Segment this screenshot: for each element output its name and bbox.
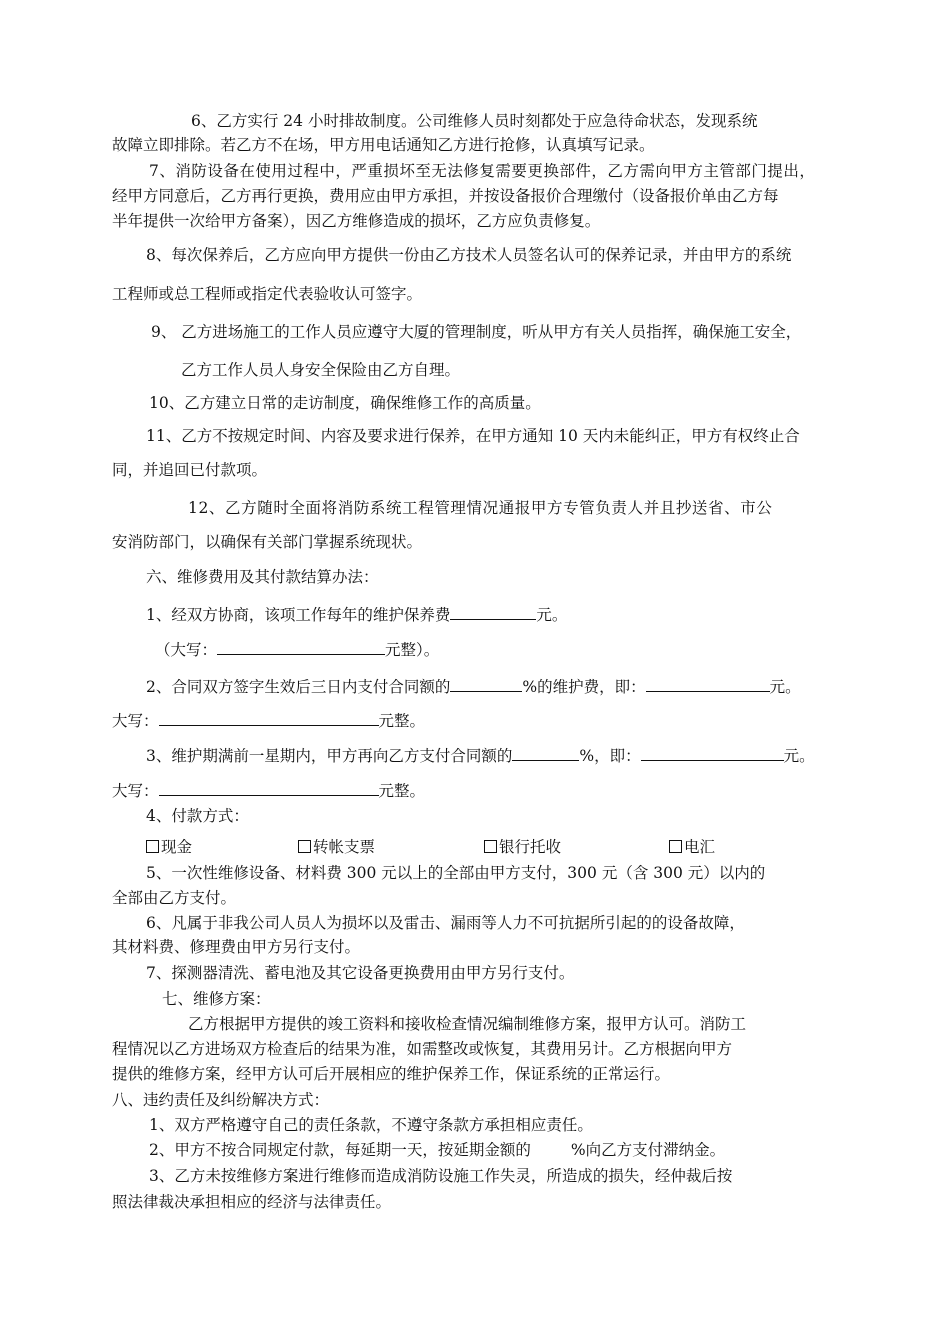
clause-11-line1: 11、乙方不按规定时间、内容及要求进行保养，在甲方通知 10 天内未能纠正，甲方有权终止合 <box>146 427 800 445</box>
blank-amount-3-uppercase[interactable] <box>159 781 379 796</box>
payment-option-cash[interactable]: 现金 <box>146 840 192 856</box>
breach-item-1: 1、双方严格遵守自己的责任条款，不遵守条款方承担相应责任。 <box>149 1116 593 1134</box>
section-7-line2: 程情况以乙方进场双方检查后的结果为准，如需整改或恢复，其费用另计。乙方根据向甲方 <box>112 1040 733 1058</box>
payment-option-bank-collection[interactable]: 银行托收 <box>484 840 561 856</box>
clause-7-line1: 7、消防设备在使用过程中，严重损坏至无法修复需要更换部件，乙方需向甲方主管部门提出， <box>149 162 816 180</box>
blank-amount-2[interactable] <box>646 677 770 692</box>
clause-8-line1: 8、每次保养后，乙方应向甲方提供一份由乙方技术人员签名认可的保养记录，并由甲方的系统 <box>146 246 792 264</box>
blank-percent-3[interactable] <box>512 746 579 761</box>
payment-option-wire[interactable]: 电汇 <box>669 840 715 856</box>
clause-7-line3: 半年提供一次给甲方备案），因乙方维修造成的损坏，乙方应负责修复。 <box>112 212 601 230</box>
fee-item-1-uppercase: （大写： 元整）。 <box>155 641 440 659</box>
clause-9-line2: 乙方工作人员人身安全保险由乙方自理。 <box>181 361 461 379</box>
fee-item-3: 3、维护期满前一星期内，甲方再向乙方支付合同额的 %，即： 元。 <box>146 747 815 765</box>
fee-item-4: 4、付款方式： <box>146 807 249 825</box>
fee-item-3-uppercase: 大写： 元整。 <box>112 782 426 800</box>
breach-item-2: 2、甲方不按合同规定付款，每延期一天，按延期金额的 %向乙方支付滞纳金。 <box>149 1141 726 1159</box>
fee-item-5-line1: 5、一次性维修设备、材料费 300 元以上的全部由甲方支付，300 元（含 300 元）以内的 <box>146 864 766 882</box>
fee-item-6-line2: 其材料费、修理费由甲方另行支付。 <box>112 938 361 956</box>
checkbox-transfer-check[interactable] <box>298 840 311 853</box>
fee-item-6-line1: 6、凡属于非我公司人员人为损坏以及雷击、漏雨等人力不可抗据所引起的的设备故障， <box>146 914 745 932</box>
blank-amount-3[interactable] <box>641 746 784 761</box>
payment-option-transfer-check[interactable]: 转帐支票 <box>298 840 375 856</box>
clause-11-line2: 同，并追回已付款项。 <box>112 461 268 479</box>
clause-7-line2: 经甲方同意后，乙方再行更换，费用应由甲方承担，并按设备报价合理缴付（设备报价单由乙方每 <box>112 187 779 205</box>
clause-6-line2: 故障立即排除。若乙方不在场，甲方用电话通知乙方进行抢修，认真填写记录。 <box>112 136 655 154</box>
blank-annual-fee-uppercase[interactable] <box>217 640 385 655</box>
breach-item-3-line1: 3、乙方未按维修方案进行维修而造成消防设施工作失灵，所造成的损失，经仲裁后按 <box>149 1167 733 1185</box>
checkbox-cash[interactable] <box>146 840 159 853</box>
clause-10: 10、乙方建立日常的走访制度，确保维修工作的高质量。 <box>149 394 541 412</box>
section-7-heading: 七、维修方案： <box>162 990 271 1008</box>
checkbox-wire[interactable] <box>669 840 682 853</box>
fee-item-2-uppercase: 大写： 元整。 <box>112 712 426 730</box>
clause-6-line1: 6、乙方实行 24 小时排故制度。公司维修人员时刻都处于应急待命状态，发现系统 <box>191 112 758 130</box>
clause-9-line1: 9、 乙方进场施工的工作人员应遵守大厦的管理制度，听从甲方有关人员指挥，确保施工安全， <box>151 323 802 341</box>
fee-item-2: 2、合同双方签字生效后三日内支付合同额的 %的维护费，即： 元。 <box>146 678 801 696</box>
blank-annual-fee[interactable] <box>450 605 536 620</box>
clause-12-line2: 安消防部门，以确保有关部门掌握系统现状。 <box>112 533 423 551</box>
section-7-line3: 提供的维修方案，经甲方认可后开展相应的维护保养工作，保证系统的正常运行。 <box>112 1065 671 1083</box>
section-7-line1: 乙方根据甲方提供的竣工资料和接收检查情况编制维修方案，报甲方认可。消防工 <box>188 1015 747 1033</box>
checkbox-bank-collection[interactable] <box>484 840 497 853</box>
clause-12-line1: 12、乙方随时全面将消防系统工程管理情况通报甲方专管负责人并且抄送省、市公 <box>188 499 773 517</box>
clause-8-line2: 工程师或总工程师或指定代表验收认可签字。 <box>112 285 423 303</box>
section-8-heading: 八、违约责任及纠纷解决方式： <box>112 1091 330 1109</box>
blank-amount-2-uppercase[interactable] <box>159 711 379 726</box>
fee-item-7: 7、探测器清洗、蓄电池及其它设备更换费用由甲方另行支付。 <box>146 964 575 982</box>
blank-percent-2[interactable] <box>450 677 522 692</box>
breach-item-3-line2: 照法律裁决承担相应的经济与法律责任。 <box>112 1193 392 1211</box>
section-6-heading: 六、维修费用及其付款结算办法： <box>146 568 379 586</box>
fee-item-1: 1、经双方协商，该项工作每年的维护保养费 元。 <box>146 606 568 624</box>
fee-item-5-line2: 全部由乙方支付。 <box>112 889 237 907</box>
